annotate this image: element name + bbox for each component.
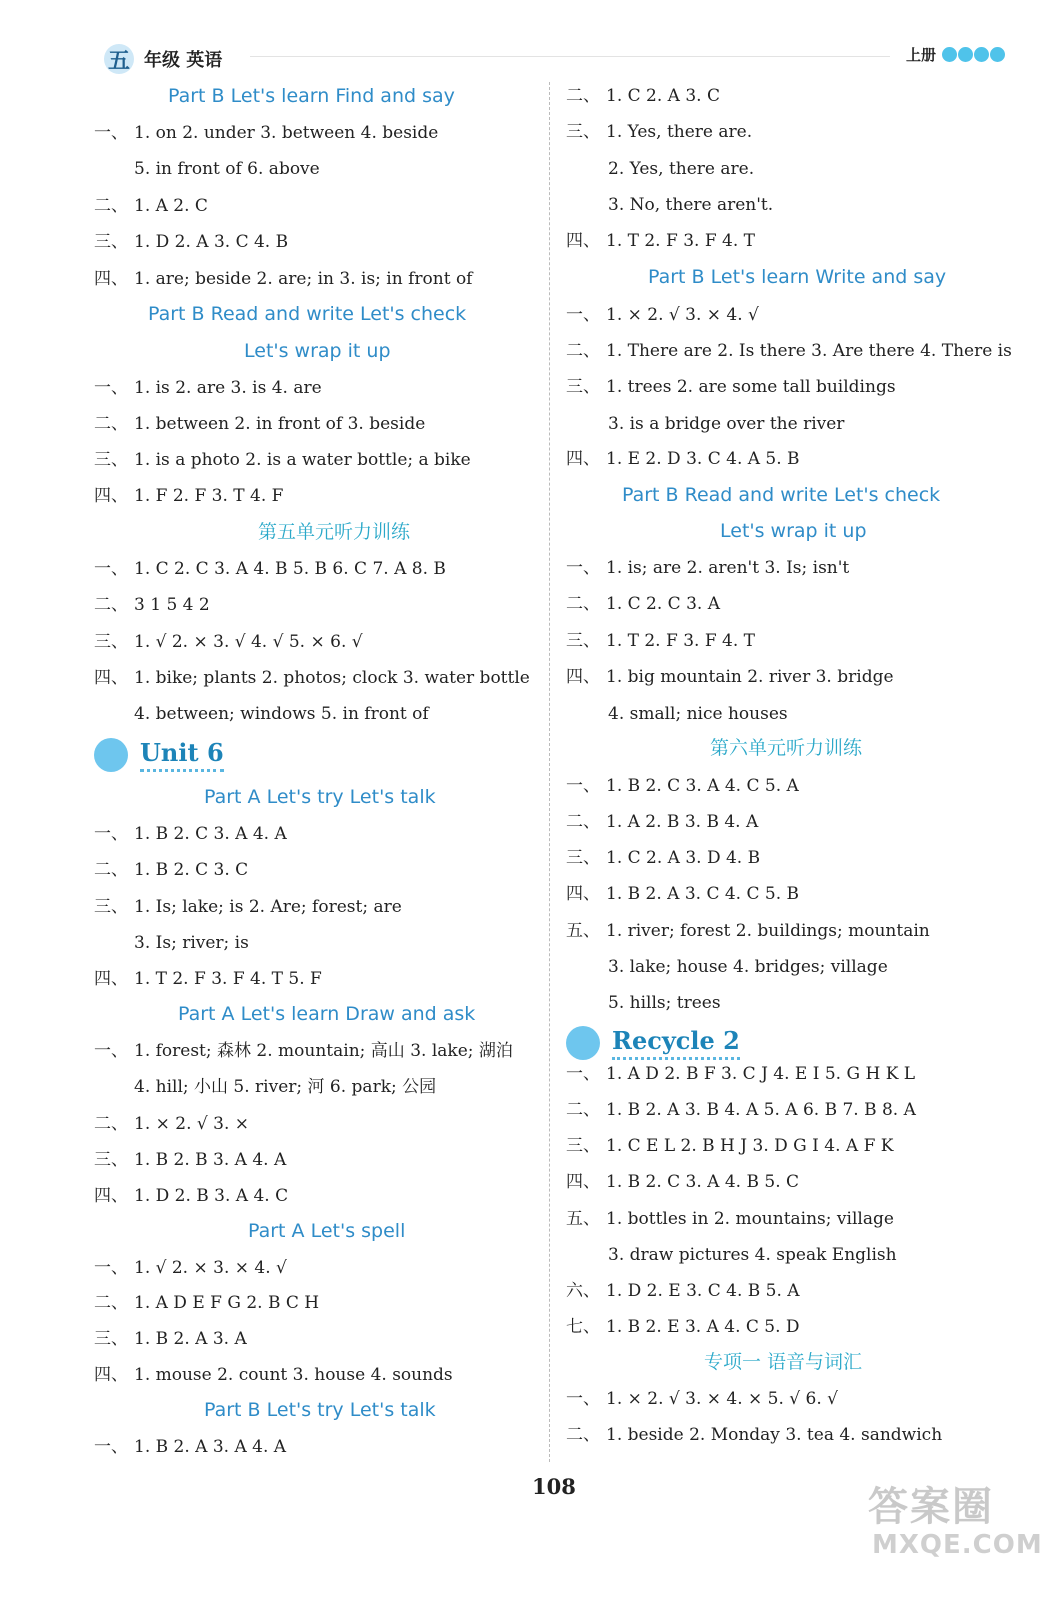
- answer-line: 5. hills; trees: [608, 993, 721, 1013]
- unit-heading: [94, 738, 224, 772]
- answer-line: 3. is a bridge over the river: [608, 414, 845, 434]
- answer-text: 1. is a photo 2. is a water bottle; a bike: [134, 450, 471, 470]
- grade-subject-label: 年级 英语: [144, 50, 223, 71]
- question-marker: 二、: [566, 86, 600, 106]
- answer-text: 1. D 2. E 3. C 4. B 5. A: [606, 1281, 800, 1301]
- unit-bullet-icon: [94, 738, 128, 772]
- answer-line: [566, 593, 720, 615]
- answer-line: [94, 896, 402, 918]
- question-marker: 四、: [94, 486, 128, 506]
- unit-bullet-icon: [566, 1026, 600, 1060]
- question-marker: 二、: [94, 1293, 128, 1313]
- answer-text: 1. × 2. √ 3. × 4. × 5. √ 6. √: [606, 1389, 838, 1409]
- question-marker: 四、: [94, 1186, 128, 1206]
- question-marker: 一、: [94, 378, 128, 398]
- answer-text: 1. A D E F G 2. B C H: [134, 1293, 320, 1313]
- question-marker: 一、: [566, 558, 600, 578]
- answer-text: 1. B 2. A 3. A: [134, 1329, 247, 1349]
- answer-line: [566, 1171, 799, 1193]
- question-marker: 一、: [94, 123, 128, 143]
- answer-text: 1. C 2. C 3. A 4. B 5. B 6. C 7. A 8. B: [134, 559, 446, 579]
- answer-line: [94, 449, 471, 471]
- question-marker: 二、: [566, 341, 600, 361]
- watermark-logo: 答案圈: [868, 1484, 994, 1530]
- answer-text: 1. forest; 森林 2. mountain; 高山 3. lake; 湖泊: [134, 1041, 513, 1061]
- question-marker: 一、: [566, 305, 600, 325]
- page-number: 108: [532, 1474, 576, 1499]
- question-marker: 一、: [566, 776, 600, 796]
- answer-line: [94, 558, 446, 580]
- answer-text: 1. beside 2. Monday 3. tea 4. sandwich: [606, 1425, 943, 1445]
- answer-text: 1. is 2. are 3. is 4. are: [134, 378, 322, 398]
- answer-text: 1. bike; plants 2. photos; clock 3. water bottle: [134, 668, 530, 688]
- answer-line: 5. in front of 6. above: [134, 159, 320, 179]
- answer-line: [94, 1257, 287, 1279]
- answer-line: [566, 666, 894, 688]
- section-title: 专项一 语音与词汇: [704, 1351, 863, 1373]
- answer-line: [94, 1364, 453, 1386]
- section-title: Part A Let's try Let's talk: [204, 786, 436, 808]
- answer-text: 1. × 2. √ 3. ×: [134, 1114, 249, 1134]
- volume-label: 上册: [906, 46, 937, 64]
- answer-text: 1. T 2. F 3. F 4. T: [606, 231, 755, 251]
- answer-line: [566, 230, 755, 252]
- section-title: Let's wrap it up: [720, 520, 867, 542]
- column-divider: [549, 82, 550, 1462]
- section-title: Part A Let's spell: [248, 1220, 406, 1242]
- answer-line: [566, 1316, 800, 1338]
- question-marker: 五、: [566, 1209, 600, 1229]
- question-marker: 三、: [94, 232, 128, 252]
- answer-line: [566, 376, 896, 398]
- answer-line: 2. Yes, there are.: [608, 159, 755, 179]
- header-rule: [250, 56, 890, 57]
- question-marker: 四、: [566, 884, 600, 904]
- answer-text: 1. E 2. D 3. C 4. A 5. B: [606, 449, 800, 469]
- unit-title: Unit 6: [140, 738, 224, 772]
- answer-text: 1. C 2. A 3. D 4. B: [606, 848, 761, 868]
- question-marker: 三、: [94, 450, 128, 470]
- answer-text: 1. × 2. √ 3. × 4. √: [606, 305, 759, 325]
- answer-text: 1. B 2. C 3. C: [134, 860, 249, 880]
- question-marker: 四、: [566, 667, 600, 687]
- question-marker: 一、: [94, 559, 128, 579]
- answer-line: [94, 1292, 319, 1314]
- answer-text: 1. between 2. in front of 3. beside: [134, 414, 426, 434]
- answer-text: 1. big mountain 2. river 3. bridge: [606, 667, 894, 687]
- question-marker: 五、: [566, 921, 600, 941]
- question-marker: 二、: [94, 414, 128, 434]
- answer-line: [566, 883, 799, 905]
- answer-line: [566, 1063, 915, 1085]
- section-title: 第五单元听力训练: [258, 521, 411, 543]
- answer-line: 3. Is; river; is: [134, 933, 249, 953]
- answer-text: 1. river; forest 2. buildings; mountain: [606, 921, 930, 941]
- answer-text: 1. trees 2. are some tall buildings: [606, 377, 896, 397]
- question-marker: 三、: [94, 632, 128, 652]
- section-title: Part A Let's learn Draw and ask: [178, 1003, 476, 1025]
- answer-line: [566, 448, 800, 470]
- answer-line: [94, 1436, 286, 1458]
- answer-text: 1. A D 2. B F 3. C J 4. E I 5. G H K L: [606, 1064, 916, 1084]
- answer-line: [94, 377, 322, 399]
- question-marker: 四、: [566, 449, 600, 469]
- answer-text: 1. C E L 2. B H J 3. D G I 4. A F K: [606, 1136, 894, 1156]
- answer-text: 1. mouse 2. count 3. house 4. sounds: [134, 1365, 453, 1385]
- answer-text: 1. B 2. C 3. A 4. B 5. C: [606, 1172, 800, 1192]
- question-marker: 三、: [566, 848, 600, 868]
- section-title: Part B Let's learn Find and say: [168, 85, 455, 107]
- answer-line: [566, 1135, 893, 1157]
- answer-line: [94, 122, 438, 144]
- answer-line: [94, 859, 248, 881]
- answer-text: 1. T 2. F 3. F 4. T: [606, 631, 755, 651]
- answer-line: [94, 968, 322, 990]
- question-marker: 二、: [566, 1425, 600, 1445]
- question-marker: 四、: [94, 269, 128, 289]
- answer-text: 1. on 2. under 3. between 4. beside: [134, 123, 439, 143]
- answer-text: 1. Yes, there are.: [606, 122, 753, 142]
- answer-line: [94, 1040, 513, 1062]
- answer-text: 1. B 2. C 3. A 4. A: [134, 824, 287, 844]
- question-marker: 七、: [566, 1317, 600, 1337]
- answer-text: 1. √ 2. × 3. × 4. √: [134, 1258, 287, 1278]
- question-marker: 四、: [566, 1172, 600, 1192]
- answer-line: [94, 268, 472, 290]
- question-marker: 一、: [94, 1437, 128, 1457]
- unit-heading: [566, 1026, 740, 1060]
- question-marker: 三、: [566, 377, 600, 397]
- answer-text: 1. A 2. C: [134, 196, 208, 216]
- answer-line: [94, 1113, 249, 1135]
- question-marker: 二、: [566, 812, 600, 832]
- section-title: Part B Read and write Let's check: [622, 484, 941, 506]
- answer-line: 4. hill; 小山 5. river; 河 6. park; 公园: [134, 1077, 437, 1097]
- answer-text: 1. D 2. A 3. C 4. B: [134, 232, 289, 252]
- answer-line: [94, 1328, 247, 1350]
- question-marker: 一、: [94, 1258, 128, 1278]
- answer-text: 1. C 2. A 3. C: [606, 86, 720, 106]
- answer-line: 3. draw pictures 4. speak English: [608, 1245, 897, 1265]
- answer-text: 1. B 2. A 3. B 4. A 5. A 6. B 7. B 8. A: [606, 1100, 916, 1120]
- answer-line: [566, 304, 759, 326]
- answer-line: [566, 121, 752, 143]
- answer-line: [94, 231, 288, 253]
- answer-line: [94, 1185, 288, 1207]
- answer-text: 1. bottles in 2. mountains; village: [606, 1209, 894, 1229]
- question-marker: 四、: [566, 231, 600, 251]
- answer-text: 1. √ 2. × 3. √ 4. √ 5. × 6. √: [134, 632, 363, 652]
- answer-line: [94, 667, 530, 689]
- answer-text: 1. C 2. C 3. A: [606, 594, 720, 614]
- question-marker: 一、: [94, 1041, 128, 1061]
- answer-line: [566, 1099, 916, 1121]
- answer-line: [566, 1208, 894, 1230]
- answer-text: 1. There are 2. Is there 3. Are there 4. There is: [606, 341, 1012, 361]
- question-marker: 二、: [566, 1100, 600, 1120]
- question-marker: 二、: [566, 594, 600, 614]
- question-marker: 三、: [566, 122, 600, 142]
- section-title: Part B Let's learn Write and say: [648, 266, 947, 288]
- answer-line: [566, 775, 799, 797]
- answer-line: [566, 630, 755, 652]
- answer-text: 1. B 2. C 3. A 4. C 5. A: [606, 776, 799, 796]
- answer-line: [94, 413, 425, 435]
- question-marker: 一、: [566, 1389, 600, 1409]
- question-marker: 六、: [566, 1281, 600, 1301]
- answer-line: [566, 1280, 800, 1302]
- answer-line: [566, 1388, 838, 1410]
- answer-text: 1. B 2. E 3. A 4. C 5. D: [606, 1317, 800, 1337]
- question-marker: 二、: [94, 860, 128, 880]
- answer-line: 4. between; windows 5. in front of: [134, 704, 429, 724]
- question-marker: 四、: [94, 969, 128, 989]
- question-marker: 三、: [94, 1150, 128, 1170]
- answer-line: 4. small; nice houses: [608, 704, 788, 724]
- question-marker: 一、: [94, 824, 128, 844]
- answer-line: [566, 1424, 942, 1446]
- grade-badge: 五: [104, 44, 134, 74]
- watermark-url: MXQE.COM: [872, 1530, 1043, 1560]
- answer-text: 1. B 2. A 3. C 4. C 5. B: [606, 884, 800, 904]
- section-title: Part B Read and write Let's check: [148, 303, 467, 325]
- unit-title: Recycle 2: [612, 1026, 740, 1060]
- section-title: Part B Let's try Let's talk: [204, 1399, 436, 1421]
- question-marker: 三、: [94, 897, 128, 917]
- answer-line: [94, 631, 363, 653]
- answer-line: [94, 823, 287, 845]
- question-marker: 三、: [94, 1329, 128, 1349]
- section-title: 第六单元听力训练: [710, 737, 863, 759]
- answer-text: 1. Is; lake; is 2. Are; forest; are: [134, 897, 402, 917]
- answer-text: 1. A 2. B 3. B 4. A: [606, 812, 759, 832]
- page-header-volume: [906, 44, 1005, 65]
- question-marker: 二、: [94, 196, 128, 216]
- answer-line: [94, 594, 210, 616]
- answer-text: 3 1 5 4 2: [134, 595, 210, 615]
- answer-text: 1. are; beside 2. are; in 3. is; in front of: [134, 269, 473, 289]
- question-marker: 四、: [94, 668, 128, 688]
- answer-text: 1. F 2. F 3. T 4. F: [134, 486, 284, 506]
- answer-line: [94, 485, 283, 507]
- answer-line: [94, 195, 208, 217]
- answer-line: [566, 85, 720, 107]
- answer-text: 1. D 2. B 3. A 4. C: [134, 1186, 289, 1206]
- decorative-dots-icon: [942, 47, 1005, 62]
- answer-line: [94, 1149, 286, 1171]
- answer-line: 3. No, there aren't.: [608, 195, 774, 215]
- answer-text: 1. B 2. B 3. A 4. A: [134, 1150, 287, 1170]
- question-marker: 二、: [94, 1114, 128, 1134]
- question-marker: 四、: [94, 1365, 128, 1385]
- question-marker: 三、: [566, 1136, 600, 1156]
- page-header-grade: [104, 44, 222, 74]
- answer-line: 3. lake; house 4. bridges; village: [608, 957, 888, 977]
- answer-line: [566, 811, 758, 833]
- answer-text: 1. T 2. F 3. F 4. T 5. F: [134, 969, 322, 989]
- answer-line: [566, 847, 760, 869]
- answer-text: 1. B 2. A 3. A 4. A: [134, 1437, 287, 1457]
- answer-line: [566, 920, 930, 942]
- question-marker: 二、: [94, 595, 128, 615]
- section-title: Let's wrap it up: [244, 340, 391, 362]
- question-marker: 一、: [566, 1064, 600, 1084]
- answer-line: [566, 557, 849, 579]
- question-marker: 三、: [566, 631, 600, 651]
- answer-text: 1. is; are 2. aren't 3. Is; isn't: [606, 558, 850, 578]
- answer-line: [566, 340, 1012, 362]
